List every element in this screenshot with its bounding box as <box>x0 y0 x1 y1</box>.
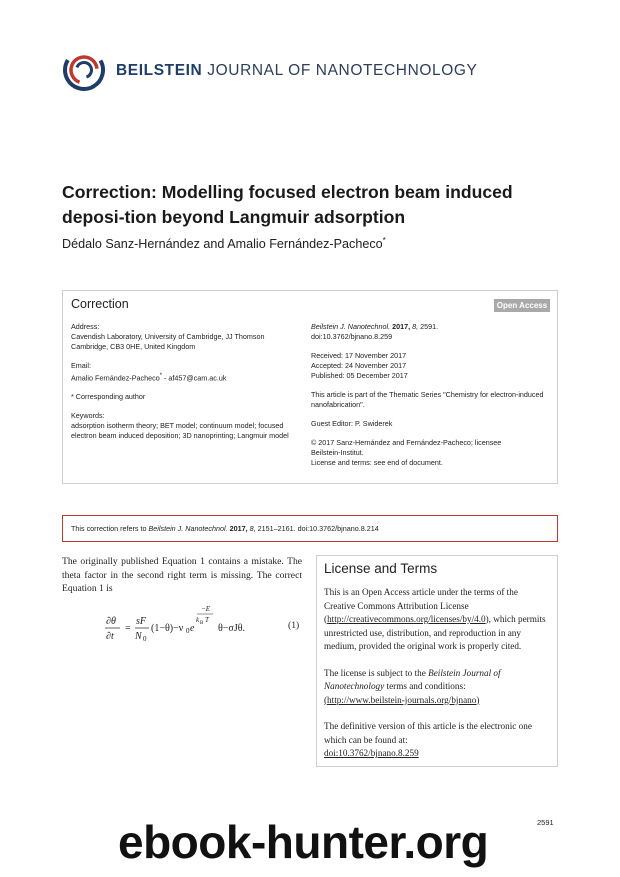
svg-text:=: = <box>125 623 131 634</box>
email-line <box>71 371 291 383</box>
refers-doi[interactable]: 2151–2161. doi:10.3762/bjnano.8.214 <box>257 524 379 533</box>
license-text: The license is subject to the <box>324 667 426 678</box>
license-paragraph <box>324 667 550 708</box>
info-left-column <box>71 322 291 441</box>
journal-name-bold: BEILSTEIN <box>116 62 203 79</box>
address-line: Cavendish Laboratory, University of Cambridge, JJ Thomson <box>71 332 265 341</box>
published-date: Published: 05 December 2017 <box>311 371 408 380</box>
received-date: Received: 17 November 2017 <box>311 351 407 360</box>
svg-text:(1−θ)−ν: (1−θ)−ν <box>151 623 184 634</box>
email-name: Amalio Fernández-Pacheco <box>71 373 160 383</box>
beilstein-logo-icon <box>62 48 106 92</box>
keywords-line: electron beam induced deposition; 3D nanoprinting; Langmuir model <box>71 431 289 441</box>
series-note: This article is part of the Thematic Series "Chemistry for electron-induced <box>311 390 544 399</box>
license-paragraph <box>324 720 550 761</box>
email-link[interactable]: - af457@cam.ac.uk <box>162 373 227 383</box>
copyright-line: Beilstein-Institut. <box>311 448 364 457</box>
address-label: Address: <box>71 322 100 331</box>
svg-text:θ−σJθ.: θ−σJθ. <box>218 623 246 634</box>
svg-text:B: B <box>200 621 204 626</box>
article-title: Correction: Modelling focused electron beam induced deposi-tion beyond Langmuir adsorption <box>62 182 513 227</box>
corresponding-note: * Corresponding author <box>71 392 146 402</box>
refers-volume: 8, <box>249 524 256 533</box>
refers-journal: Beilstein J. Nanotechnol. <box>148 524 228 533</box>
svg-text:T: T <box>205 616 209 624</box>
keywords-line: adsorption isotherm theory; BET model; continuum model; focused <box>71 421 284 431</box>
license-content <box>324 586 550 774</box>
address-line: Cambridge, CB3 0HE, United Kingdom <box>71 342 196 351</box>
keywords-label: Keywords: <box>71 411 105 421</box>
license-text: ), which permits unrestricted use, distribution, and reproduction in any medium, provided the original work is properly cited. <box>324 614 546 651</box>
equation-1 <box>100 600 310 660</box>
svg-text:∂θ: ∂θ <box>106 616 116 627</box>
info-right-column <box>311 322 556 468</box>
license-text: This is an Open Access article under the terms of the Creative Commons Attribution License ( <box>324 587 518 624</box>
refers-text <box>71 524 379 533</box>
refers-prefix: This correction refers to <box>71 524 147 533</box>
license-paragraph <box>324 586 550 654</box>
citation-page: 2591. <box>420 322 439 331</box>
box-heading: Correction <box>71 297 129 311</box>
article-doi-link[interactable]: doi:10.3762/bjnano.8.259 <box>324 748 419 758</box>
doi-link[interactable]: doi:10.3762/bjnano.8.259 <box>311 332 393 341</box>
citation-line <box>311 322 556 332</box>
journal-name-rest: JOURNAL OF NANOTECHNOLOGY <box>207 62 478 79</box>
journal-terms-link[interactable]: (http://www.beilstein-journals.org/bjnano) <box>324 694 480 705</box>
license-journal: Beilstein Journal of Nanotechnology <box>324 667 501 691</box>
series-note: nanofabrication". <box>311 400 365 409</box>
body-paragraph: The originally published Equation 1 contains a mistake. The theta factor in the second right term is missing. The correct Equation 1 is <box>62 556 302 594</box>
author-names: Dédalo Sanz-Hernández and Amalio Fernández-Pacheco <box>62 237 383 252</box>
watermark-text: ebook-hunter.org <box>118 816 489 868</box>
citation-year: 2017, <box>392 322 411 331</box>
license-note: License and terms: see end of document. <box>311 458 443 467</box>
svg-text:−E: −E <box>201 605 210 613</box>
license-text: The definitive version of this article is the electronic one which can be found at: <box>324 721 532 745</box>
svg-text:∂t: ∂t <box>106 631 114 642</box>
corresponding-mark: * <box>382 236 386 245</box>
authors <box>62 236 386 251</box>
equation-number: (1) <box>288 620 300 631</box>
refers-year: 2017, <box>229 524 248 533</box>
svg-text:0: 0 <box>186 627 190 635</box>
svg-text:e: e <box>190 623 195 634</box>
page-number: 2591 <box>537 818 554 827</box>
copyright-line: © 2017 Sanz-Hernández and Fernández-Pacheco; licensee <box>311 438 502 447</box>
guest-editor: Guest Editor: P. Swiderek <box>311 419 393 428</box>
journal-name <box>116 62 478 80</box>
svg-text:sF: sF <box>136 616 146 627</box>
svg-text:0: 0 <box>143 635 147 643</box>
license-title: License and Terms <box>324 561 438 576</box>
open-access-badge: Open Access <box>494 299 550 312</box>
svg-text:N: N <box>135 631 142 642</box>
cc-license-link[interactable]: http://creativecommons.org/licenses/by/4.0 <box>327 614 486 624</box>
accepted-date: Accepted: 24 November 2017 <box>311 361 407 370</box>
license-text: terms and conditions: <box>386 681 466 691</box>
citation-volume: 8, <box>412 322 419 331</box>
svg-text:k: k <box>196 616 200 624</box>
citation-journal: Beilstein J. Nanotechnol. <box>311 322 391 331</box>
email-label: Email: <box>71 361 91 370</box>
email-mark: * <box>159 373 163 379</box>
